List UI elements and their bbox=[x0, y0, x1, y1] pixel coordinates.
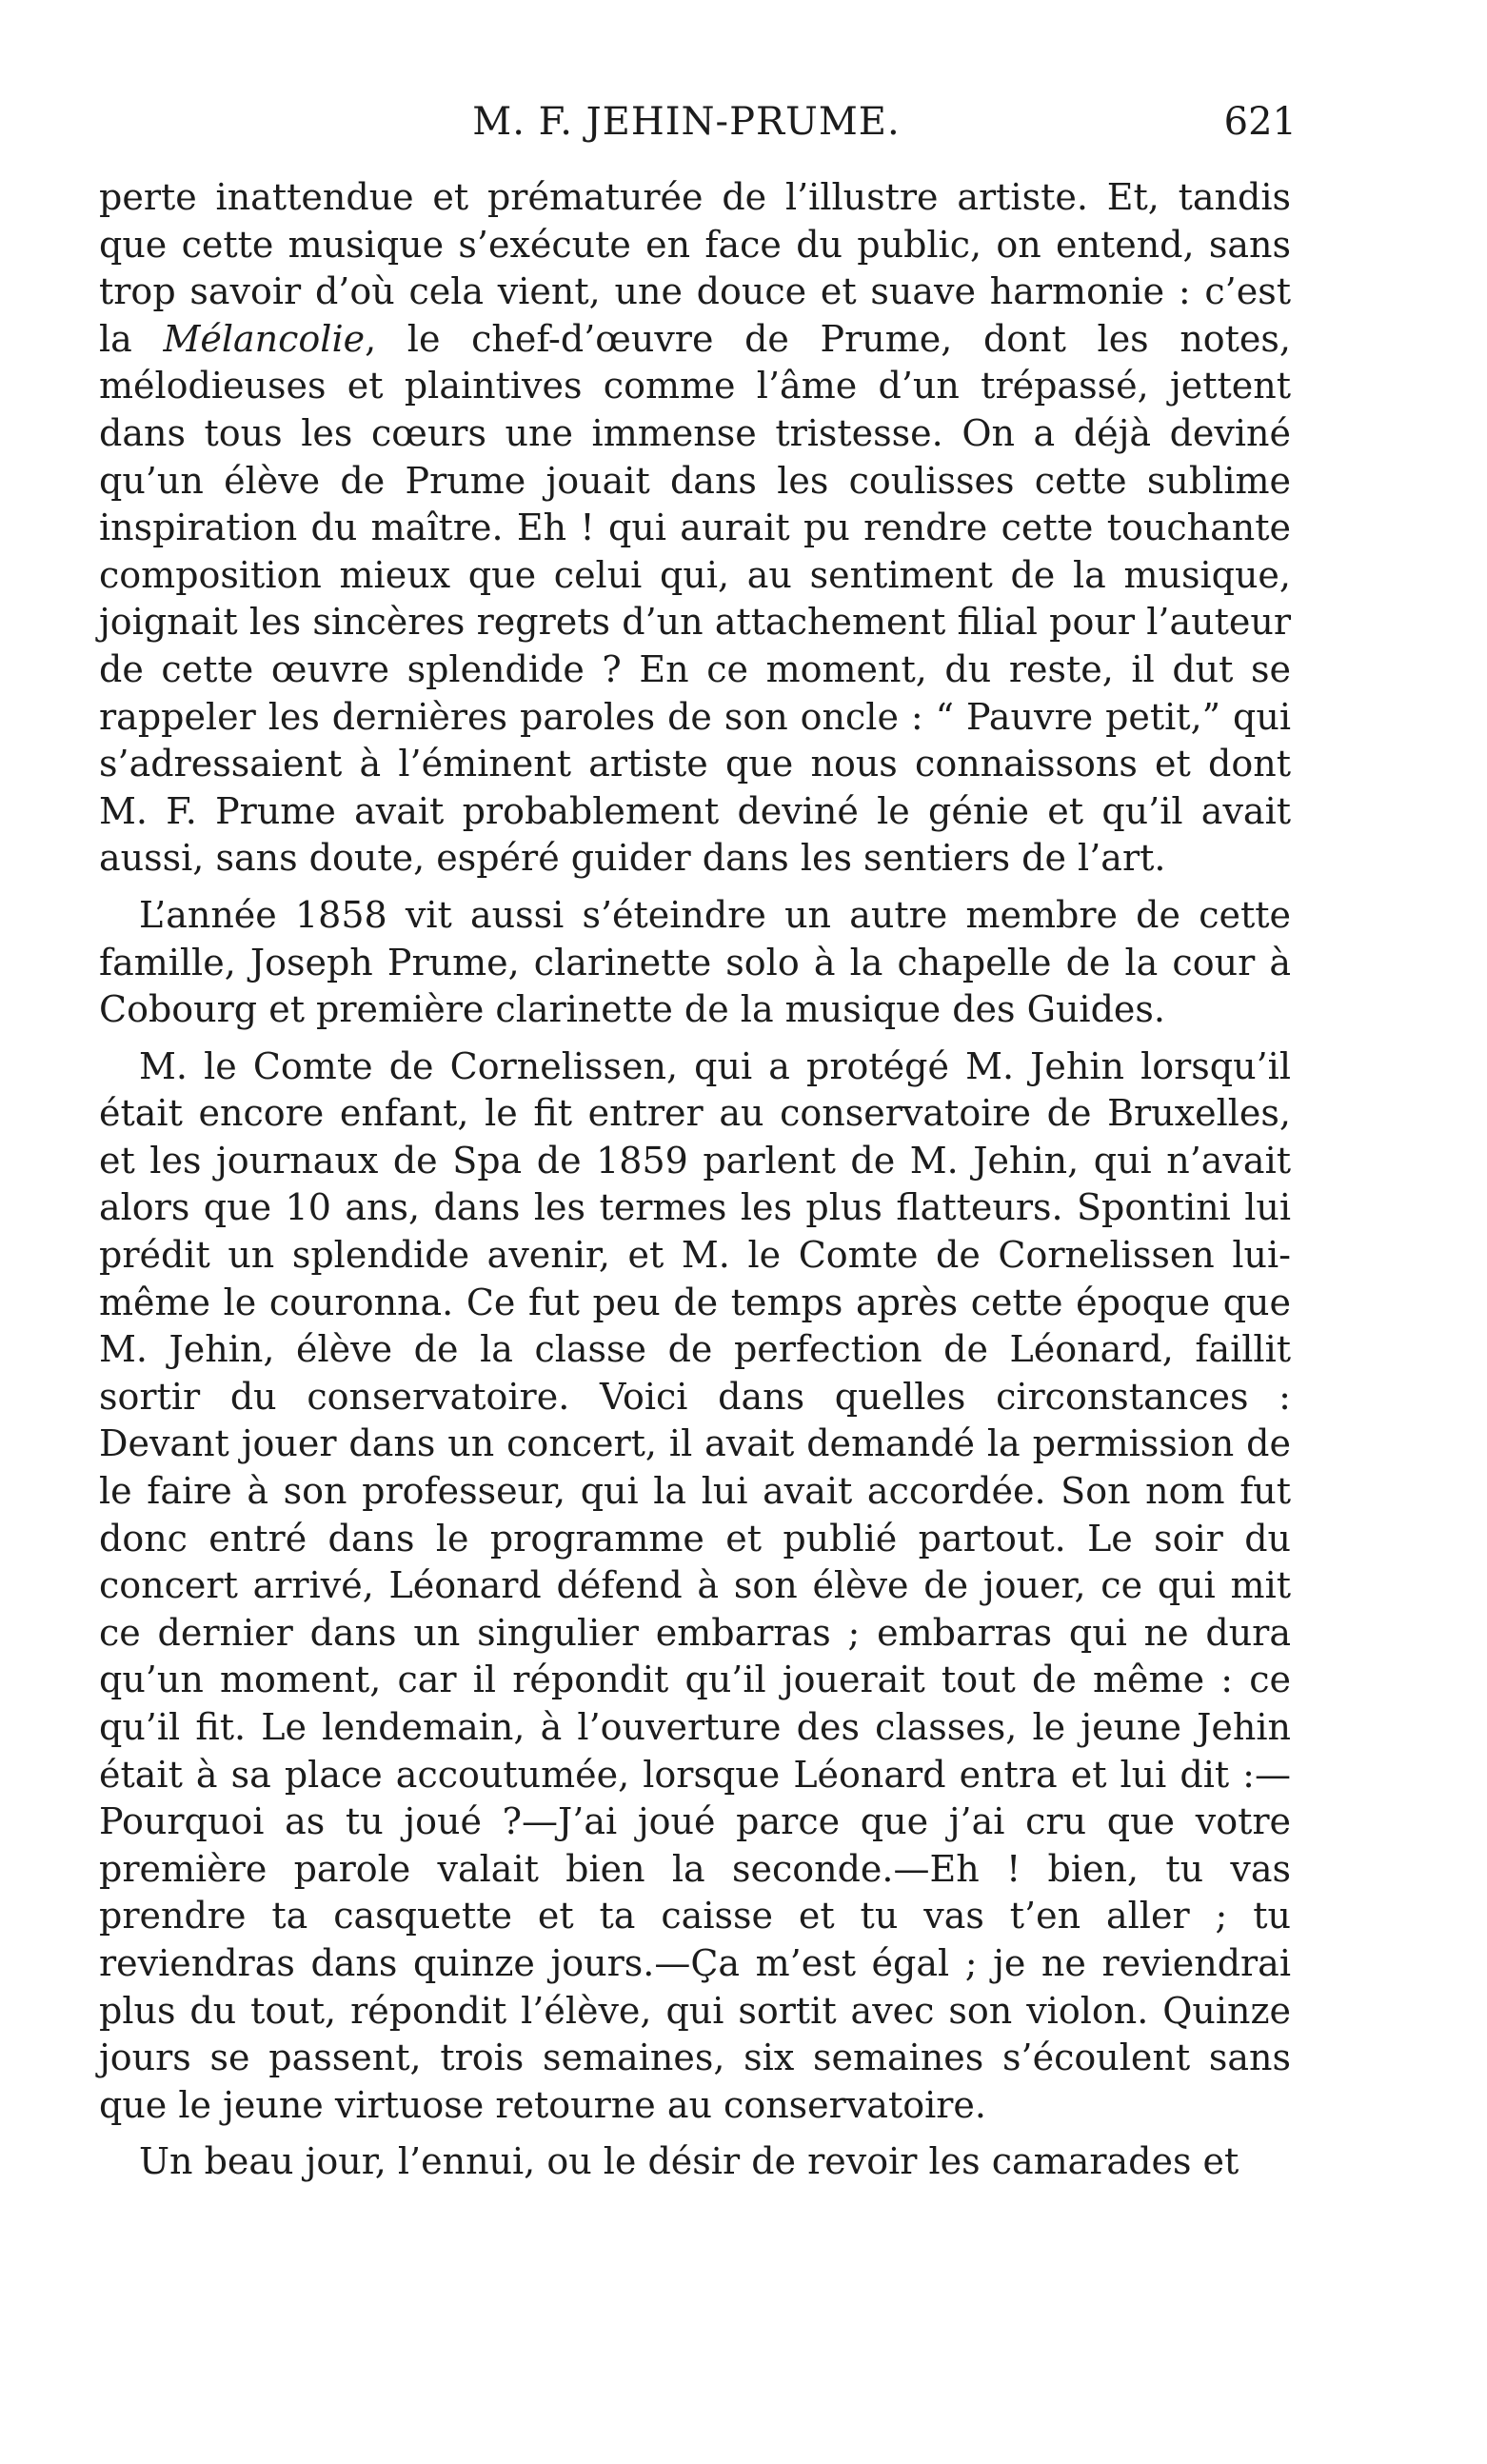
running-title: M. F. JEHIN-PRUME. bbox=[472, 100, 901, 144]
body-text bbox=[99, 174, 1291, 2186]
paragraph-text: perte inattendue et prématurée de l’illustre artiste. Et, tandis que cette musique s’exécute en face du public, on entend, sans trop savoir d’où cela vient, une douce et suave harmonie : c’est la bbox=[99, 176, 1291, 360]
paragraph: M. le Comte de Cornelissen, qui a protégé M. Jehin lorsqu’il était encore enfant, le fit entrer au conservatoire de Bruxelles, et les journaux de Spa de 1859 parlent de M. Jehin, qui n’avait alors que 10 ans, dans les termes les plus flatteurs. Spontini lui prédit un splendide avenir, et M. le Comte de Cornelissen lui-même le couronna. Ce fut peu de temps après cette époque que M. Jehin, élève de la classe de perfection de Léonard, faillit sortir du conservatoire. Voici dans quelles circonstances : Devant jouer dans un concert, il avait demandé la permission de le faire à son professeur, qui la lui avait accordée. Son nom fut donc entré dans le programme et publié partout. Le soir du concert arrivé, Léonard défend à son élève de jouer, ce qui mit ce dernier dans un singulier embarras ; embarras qui ne dura qu’un moment, car il répondit qu’il jouerait tout de même : ce qu’il fit. Le lendemain, à l’ouverture des classes, le jeune Jehin était à sa place accoutumée, lorsque Léonard entra et lui dit :—Pourquoi as tu joué ?—J’ai joué parce que j’ai cru que votre première parole valait bien la seconde.—Eh ! bien, tu vas prendre ta casquette et ta caisse et tu vas t’en aller ; tu reviendras dans quinze jours.—Ça m’est égal ; je ne reviendrai plus du tout, répondit l’élève, qui sortit avec son violon. Quinze jours se passent, trois semaines, six semaines s’écoulent sans que le jeune virtuose retourne au conservatoire. bbox=[99, 1044, 1291, 2126]
paragraph: Un beau jour, l’ennui, ou le désir de revoir les camarades et bbox=[139, 2140, 1239, 2183]
italic-title: Mélancolie bbox=[163, 317, 366, 360]
paragraph-continuation bbox=[99, 174, 1291, 883]
page-number: 621 bbox=[1223, 100, 1297, 144]
running-header bbox=[95, 93, 1297, 150]
paragraph-text: , le chef-d’œuvre de Prume, dont les notes, mélodieuses et plaintives comme l’âme d’un trépassé, jettent dans tous les cœurs une immense tristesse. On a déjà deviné qu’un élève de Prume jouait dans les coulisses cette sublime inspiration du maître. Eh ! qui aurait pu rendre cette touchante composition mieux que celui qui, au sentiment de la musique, joignait les sincères regrets d’un attachement filial pour l’auteur de cette œuvre splendide ? En ce moment, du reste, il dut se rappeler les dernières paroles de son oncle : “ Pauvre petit,” qui s’adressaient à l’éminent artiste que nous connaissons et dont M. F. Prume avait probablement deviné le génie et qu’il avait aussi, sans doute, espéré guider dans les sentiers de l’art. bbox=[99, 317, 1292, 880]
paragraph: L’année 1858 vit aussi s’éteindre un autre membre de cette famille, Joseph Prume, clarinette solo à la chapelle de la cour à Cobourg et première clarinette de la musique des Guides. bbox=[99, 893, 1291, 1031]
